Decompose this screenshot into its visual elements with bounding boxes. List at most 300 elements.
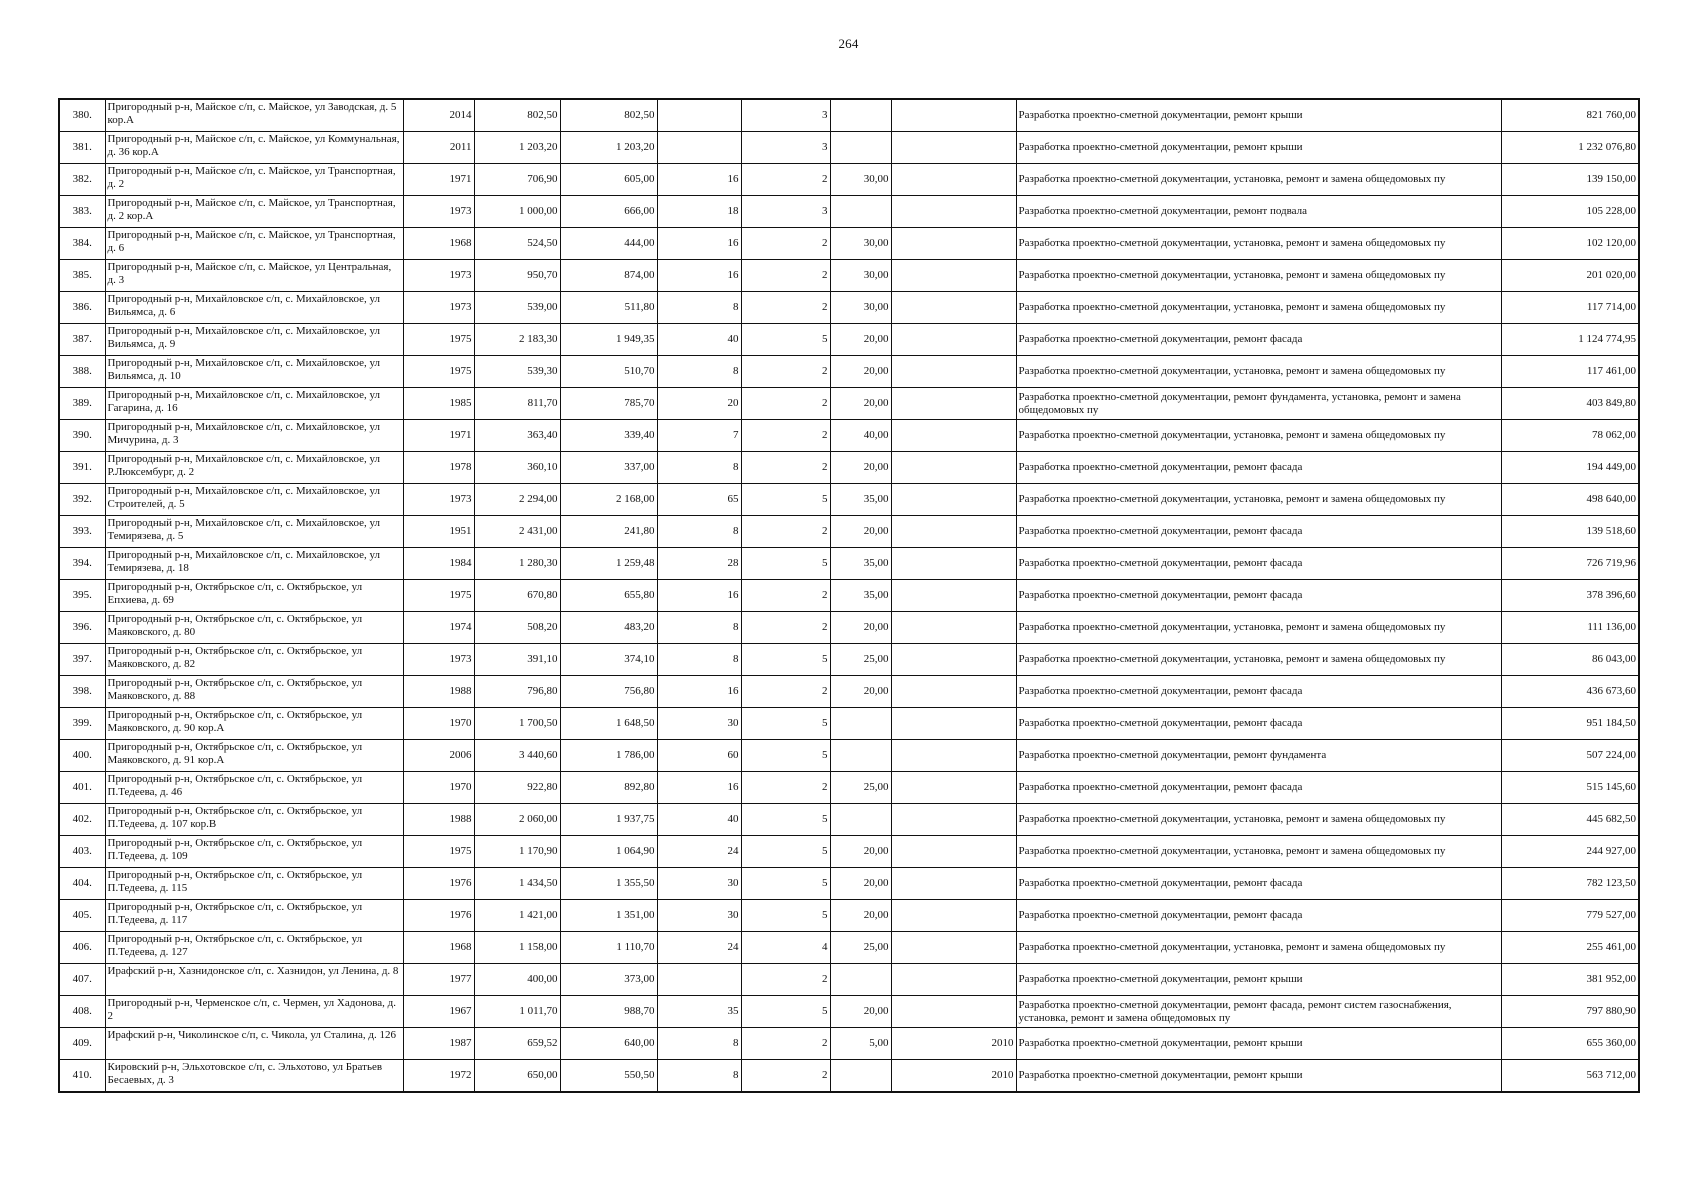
last-repair-year-cell (891, 932, 1016, 964)
cost-cell: 381 952,00 (1501, 964, 1639, 996)
year-built-cell: 1976 (403, 900, 474, 932)
total-area-cell: 3 440,60 (474, 740, 560, 772)
floors-cell: 2 (741, 1060, 830, 1093)
apartments-cell: 8 (657, 644, 741, 676)
table-row (59, 804, 1639, 836)
floors-cell: 5 (741, 740, 830, 772)
apartments-cell: 8 (657, 292, 741, 324)
address-cell: Пригородный р-н, Майское с/п, с. Майское, ул Центральная, д. 3 (105, 260, 403, 292)
year-built-cell: 2011 (403, 132, 474, 164)
total-area-cell: 1 280,30 (474, 548, 560, 580)
living-area-cell: 1 351,00 (560, 900, 657, 932)
living-area-cell: 241,80 (560, 516, 657, 548)
last-repair-year-cell (891, 420, 1016, 452)
year-built-cell: 1970 (403, 708, 474, 740)
apartments-cell: 16 (657, 772, 741, 804)
apartments-cell: 18 (657, 196, 741, 228)
living-area-cell: 1 110,70 (560, 932, 657, 964)
total-area-cell: 2 294,00 (474, 484, 560, 516)
cost-cell: 1 232 076,80 (1501, 132, 1639, 164)
last-repair-year-cell (891, 292, 1016, 324)
wear-percent-cell: 30,00 (830, 292, 891, 324)
living-area-cell: 1 355,50 (560, 868, 657, 900)
year-built-cell: 1988 (403, 804, 474, 836)
apartments-cell: 30 (657, 868, 741, 900)
address-cell: Пригородный р-н, Октябрьское с/п, с. Октябрьское, ул Маяковского, д. 90 кор.А (105, 708, 403, 740)
total-area-cell: 811,70 (474, 388, 560, 420)
floors-cell: 5 (741, 644, 830, 676)
cost-cell: 779 527,00 (1501, 900, 1639, 932)
year-built-cell: 1970 (403, 772, 474, 804)
cost-cell: 445 682,50 (1501, 804, 1639, 836)
row-number-cell: 385. (59, 260, 105, 292)
wear-percent-cell: 25,00 (830, 644, 891, 676)
address-cell: Пригородный р-н, Михайловское с/п, с. Михайловское, ул Вильямса, д. 6 (105, 292, 403, 324)
apartments-cell (657, 99, 741, 132)
total-area-cell: 1 170,90 (474, 836, 560, 868)
total-area-cell: 706,90 (474, 164, 560, 196)
address-cell: Пригородный р-н, Октябрьское с/п, с. Октябрьское, ул Маяковского, д. 88 (105, 676, 403, 708)
total-area-cell: 2 183,30 (474, 324, 560, 356)
repair-program-table (58, 98, 1640, 1093)
cost-cell: 515 145,60 (1501, 772, 1639, 804)
table-row (59, 900, 1639, 932)
work-type-cell: Разработка проектно-сметной документации, ремонт фасада (1016, 324, 1501, 356)
table-row (59, 196, 1639, 228)
address-cell: Пригородный р-н, Михайловское с/п, с. Михайловское, ул Темирязева, д. 5 (105, 516, 403, 548)
address-cell: Пригородный р-н, Октябрьское с/п, с. Октябрьское, ул П.Тедеева, д. 127 (105, 932, 403, 964)
row-number-cell: 382. (59, 164, 105, 196)
apartments-cell: 16 (657, 260, 741, 292)
total-area-cell: 670,80 (474, 580, 560, 612)
last-repair-year-cell (891, 868, 1016, 900)
wear-percent-cell: 20,00 (830, 452, 891, 484)
last-repair-year-cell (891, 900, 1016, 932)
wear-percent-cell: 30,00 (830, 260, 891, 292)
wear-percent-cell: 20,00 (830, 900, 891, 932)
address-cell: Ирафский р-н, Хазнидонское с/п, с. Хазнидон, ул Ленина, д. 8 (105, 964, 403, 996)
wear-percent-cell: 20,00 (830, 388, 891, 420)
wear-percent-cell (830, 708, 891, 740)
floors-cell: 2 (741, 260, 830, 292)
last-repair-year-cell (891, 772, 1016, 804)
wear-percent-cell (830, 132, 891, 164)
cost-cell: 436 673,60 (1501, 676, 1639, 708)
row-number-cell: 384. (59, 228, 105, 260)
address-cell: Кировский р-н, Эльхотовское с/п, с. Эльхотово, ул Братьев Бесаевых, д. 3 (105, 1060, 403, 1093)
total-area-cell: 1 011,70 (474, 996, 560, 1028)
total-area-cell: 508,20 (474, 612, 560, 644)
living-area-cell: 374,10 (560, 644, 657, 676)
year-built-cell: 1973 (403, 484, 474, 516)
year-built-cell: 1975 (403, 580, 474, 612)
year-built-cell: 1967 (403, 996, 474, 1028)
table-row (59, 356, 1639, 388)
floors-cell: 2 (741, 772, 830, 804)
row-number-cell: 383. (59, 196, 105, 228)
wear-percent-cell: 35,00 (830, 484, 891, 516)
cost-cell: 655 360,00 (1501, 1028, 1639, 1060)
apartments-cell: 8 (657, 612, 741, 644)
wear-percent-cell: 35,00 (830, 580, 891, 612)
wear-percent-cell: 25,00 (830, 772, 891, 804)
living-area-cell: 756,80 (560, 676, 657, 708)
floors-cell: 2 (741, 964, 830, 996)
apartments-cell: 65 (657, 484, 741, 516)
total-area-cell: 2 060,00 (474, 804, 560, 836)
total-area-cell: 391,10 (474, 644, 560, 676)
apartments-cell: 8 (657, 356, 741, 388)
table-row (59, 836, 1639, 868)
table-body (59, 99, 1639, 1092)
table-row (59, 996, 1639, 1028)
row-number-cell: 380. (59, 99, 105, 132)
last-repair-year-cell (891, 740, 1016, 772)
wear-percent-cell: 20,00 (830, 516, 891, 548)
living-area-cell: 785,70 (560, 388, 657, 420)
cost-cell: 782 123,50 (1501, 868, 1639, 900)
address-cell: Пригородный р-н, Октябрьское с/п, с. Октябрьское, ул П.Тедеева, д. 117 (105, 900, 403, 932)
row-number-cell: 386. (59, 292, 105, 324)
cost-cell: 117 461,00 (1501, 356, 1639, 388)
page-number: 264 (838, 36, 859, 51)
row-number-cell: 410. (59, 1060, 105, 1093)
apartments-cell: 35 (657, 996, 741, 1028)
row-number-cell: 402. (59, 804, 105, 836)
living-area-cell: 802,50 (560, 99, 657, 132)
floors-cell: 2 (741, 356, 830, 388)
wear-percent-cell: 20,00 (830, 868, 891, 900)
work-type-cell: Разработка проектно-сметной документации, ремонт крыши (1016, 1060, 1501, 1093)
work-type-cell: Разработка проектно-сметной документации, установка, ремонт и замена общедомовых пу (1016, 612, 1501, 644)
work-type-cell: Разработка проектно-сметной документации, установка, ремонт и замена общедомовых пу (1016, 484, 1501, 516)
cost-cell: 378 396,60 (1501, 580, 1639, 612)
apartments-cell: 7 (657, 420, 741, 452)
address-cell: Пригородный р-н, Майское с/п, с. Майское, ул Коммунальная, д. 36 кор.А (105, 132, 403, 164)
total-area-cell: 524,50 (474, 228, 560, 260)
living-area-cell: 511,80 (560, 292, 657, 324)
total-area-cell: 2 431,00 (474, 516, 560, 548)
row-number-cell: 396. (59, 612, 105, 644)
work-type-cell: Разработка проектно-сметной документации, ремонт фасада (1016, 676, 1501, 708)
work-type-cell: Разработка проектно-сметной документации, установка, ремонт и замена общедомовых пу (1016, 644, 1501, 676)
address-cell: Пригородный р-н, Черменское с/п, с. Чермен, ул Хадонова, д. 2 (105, 996, 403, 1028)
living-area-cell: 1 259,48 (560, 548, 657, 580)
last-repair-year-cell (891, 164, 1016, 196)
cost-cell: 797 880,90 (1501, 996, 1639, 1028)
address-cell: Пригородный р-н, Октябрьское с/п, с. Октябрьское, ул Маяковского, д. 91 кор.А (105, 740, 403, 772)
row-number-cell: 387. (59, 324, 105, 356)
table-row (59, 964, 1639, 996)
row-number-cell: 394. (59, 548, 105, 580)
floors-cell: 5 (741, 708, 830, 740)
total-area-cell: 1 700,50 (474, 708, 560, 740)
cost-cell: 139 518,60 (1501, 516, 1639, 548)
work-type-cell: Разработка проектно-сметной документации, ремонт фасада (1016, 516, 1501, 548)
year-built-cell: 1987 (403, 1028, 474, 1060)
table-row (59, 516, 1639, 548)
last-repair-year-cell (891, 132, 1016, 164)
apartments-cell: 28 (657, 548, 741, 580)
row-number-cell: 392. (59, 484, 105, 516)
last-repair-year-cell (891, 388, 1016, 420)
living-area-cell: 550,50 (560, 1060, 657, 1093)
year-built-cell: 1978 (403, 452, 474, 484)
row-number-cell: 401. (59, 772, 105, 804)
work-type-cell: Разработка проектно-сметной документации, ремонт фасада (1016, 548, 1501, 580)
wear-percent-cell: 30,00 (830, 164, 891, 196)
total-area-cell: 1 158,00 (474, 932, 560, 964)
living-area-cell: 337,00 (560, 452, 657, 484)
last-repair-year-cell (891, 804, 1016, 836)
apartments-cell: 30 (657, 900, 741, 932)
apartments-cell: 16 (657, 676, 741, 708)
table-row (59, 388, 1639, 420)
total-area-cell: 360,10 (474, 452, 560, 484)
wear-percent-cell: 20,00 (830, 676, 891, 708)
apartments-cell: 8 (657, 1060, 741, 1093)
work-type-cell: Разработка проектно-сметной документации, установка, ремонт и замена общедомовых пу (1016, 260, 1501, 292)
last-repair-year-cell (891, 356, 1016, 388)
apartments-cell: 40 (657, 324, 741, 356)
apartments-cell (657, 964, 741, 996)
last-repair-year-cell (891, 644, 1016, 676)
work-type-cell: Разработка проектно-сметной документации, установка, ремонт и замена общедомовых пу (1016, 292, 1501, 324)
address-cell: Пригородный р-н, Михайловское с/п, с. Михайловское, ул Вильямса, д. 9 (105, 324, 403, 356)
address-cell: Пригородный р-н, Октябрьское с/п, с. Октябрьское, ул П.Тедеева, д. 107 кор.В (105, 804, 403, 836)
row-number-cell: 388. (59, 356, 105, 388)
work-type-cell: Разработка проектно-сметной документации, ремонт фасада (1016, 708, 1501, 740)
living-area-cell: 373,00 (560, 964, 657, 996)
year-built-cell: 1974 (403, 612, 474, 644)
living-area-cell: 1 786,00 (560, 740, 657, 772)
total-area-cell: 922,80 (474, 772, 560, 804)
address-cell: Пригородный р-н, Октябрьское с/п, с. Октябрьское, ул Епхиева, д. 69 (105, 580, 403, 612)
table-row (59, 99, 1639, 132)
table-row (59, 1060, 1639, 1093)
total-area-cell: 1 421,00 (474, 900, 560, 932)
living-area-cell: 666,00 (560, 196, 657, 228)
address-cell: Пригородный р-н, Михайловское с/п, с. Михайловское, ул Строителей, д. 5 (105, 484, 403, 516)
year-built-cell: 1977 (403, 964, 474, 996)
table-row (59, 484, 1639, 516)
table-row (59, 612, 1639, 644)
year-built-cell: 1975 (403, 324, 474, 356)
living-area-cell: 339,40 (560, 420, 657, 452)
total-area-cell: 796,80 (474, 676, 560, 708)
cost-cell: 201 020,00 (1501, 260, 1639, 292)
last-repair-year-cell (891, 836, 1016, 868)
last-repair-year-cell (891, 548, 1016, 580)
cost-cell: 105 228,00 (1501, 196, 1639, 228)
table-row (59, 644, 1639, 676)
wear-percent-cell (830, 964, 891, 996)
work-type-cell: Разработка проектно-сметной документации, установка, ремонт и замена общедомовых пу (1016, 836, 1501, 868)
cost-cell: 194 449,00 (1501, 452, 1639, 484)
last-repair-year-cell (891, 196, 1016, 228)
work-type-cell: Разработка проектно-сметной документации, ремонт крыши (1016, 964, 1501, 996)
work-type-cell: Разработка проектно-сметной документации, установка, ремонт и замена общедомовых пу (1016, 164, 1501, 196)
floors-cell: 5 (741, 484, 830, 516)
wear-percent-cell: 20,00 (830, 356, 891, 388)
living-area-cell: 2 168,00 (560, 484, 657, 516)
table-row (59, 580, 1639, 612)
year-built-cell: 1973 (403, 260, 474, 292)
address-cell: Пригородный р-н, Майское с/п, с. Майское, ул Транспортная, д. 2 кор.А (105, 196, 403, 228)
wear-percent-cell (830, 740, 891, 772)
last-repair-year-cell (891, 260, 1016, 292)
apartments-cell: 20 (657, 388, 741, 420)
last-repair-year-cell (891, 516, 1016, 548)
floors-cell: 5 (741, 548, 830, 580)
address-cell: Пригородный р-н, Майское с/п, с. Майское, ул Транспортная, д. 2 (105, 164, 403, 196)
cost-cell: 507 224,00 (1501, 740, 1639, 772)
cost-cell: 403 849,80 (1501, 388, 1639, 420)
living-area-cell: 988,70 (560, 996, 657, 1028)
year-built-cell: 1973 (403, 196, 474, 228)
total-area-cell: 659,52 (474, 1028, 560, 1060)
year-built-cell: 1976 (403, 868, 474, 900)
year-built-cell: 1971 (403, 420, 474, 452)
floors-cell: 3 (741, 196, 830, 228)
year-built-cell: 1972 (403, 1060, 474, 1093)
living-area-cell: 1 203,20 (560, 132, 657, 164)
table-row (59, 164, 1639, 196)
living-area-cell: 874,00 (560, 260, 657, 292)
total-area-cell: 802,50 (474, 99, 560, 132)
total-area-cell: 950,70 (474, 260, 560, 292)
work-type-cell: Разработка проектно-сметной документации, ремонт фундамента, установка, ремонт и замена общедомовых пу (1016, 388, 1501, 420)
address-cell: Пригородный р-н, Михайловское с/п, с. Михайловское, ул Вильямса, д. 10 (105, 356, 403, 388)
address-cell: Пригородный р-н, Михайловское с/п, с. Михайловское, ул Мичурина, д. 3 (105, 420, 403, 452)
work-type-cell: Разработка проектно-сметной документации, ремонт фасада (1016, 868, 1501, 900)
work-type-cell: Разработка проектно-сметной документации, ремонт крыши (1016, 99, 1501, 132)
year-built-cell: 1988 (403, 676, 474, 708)
address-cell: Пригородный р-н, Михайловское с/п, с. Михайловское, ул Темирязева, д. 18 (105, 548, 403, 580)
row-number-cell: 389. (59, 388, 105, 420)
total-area-cell: 1 000,00 (474, 196, 560, 228)
cost-cell: 117 714,00 (1501, 292, 1639, 324)
cost-cell: 255 461,00 (1501, 932, 1639, 964)
row-number-cell: 403. (59, 836, 105, 868)
last-repair-year-cell (891, 964, 1016, 996)
work-type-cell: Разработка проектно-сметной документации, установка, ремонт и замена общедомовых пу (1016, 228, 1501, 260)
last-repair-year-cell: 2010 (891, 1028, 1016, 1060)
last-repair-year-cell (891, 99, 1016, 132)
living-area-cell: 444,00 (560, 228, 657, 260)
address-cell: Пригородный р-н, Октябрьское с/п, с. Октябрьское, ул Маяковского, д. 80 (105, 612, 403, 644)
work-type-cell: Разработка проектно-сметной документации, ремонт фасада, ремонт систем газоснабжения, установка, ремонт и замена общедомовых пу (1016, 996, 1501, 1028)
year-built-cell: 1971 (403, 164, 474, 196)
wear-percent-cell: 35,00 (830, 548, 891, 580)
wear-percent-cell: 20,00 (830, 612, 891, 644)
table-row (59, 932, 1639, 964)
year-built-cell: 1984 (403, 548, 474, 580)
apartments-cell: 8 (657, 1028, 741, 1060)
living-area-cell: 892,80 (560, 772, 657, 804)
last-repair-year-cell (891, 676, 1016, 708)
living-area-cell: 640,00 (560, 1028, 657, 1060)
row-number-cell: 390. (59, 420, 105, 452)
row-number-cell: 391. (59, 452, 105, 484)
table-row (59, 868, 1639, 900)
wear-percent-cell (830, 1060, 891, 1093)
year-built-cell: 1951 (403, 516, 474, 548)
address-cell: Пригородный р-н, Михайловское с/п, с. Михайловское, ул Гагарина, д. 16 (105, 388, 403, 420)
total-area-cell: 1 203,20 (474, 132, 560, 164)
floors-cell: 4 (741, 932, 830, 964)
last-repair-year-cell (891, 484, 1016, 516)
cost-cell: 139 150,00 (1501, 164, 1639, 196)
table-row (59, 452, 1639, 484)
living-area-cell: 605,00 (560, 164, 657, 196)
address-cell: Пригородный р-н, Майское с/п, с. Майское, ул Транспортная, д. 6 (105, 228, 403, 260)
year-built-cell: 1968 (403, 932, 474, 964)
floors-cell: 5 (741, 996, 830, 1028)
row-number-cell: 408. (59, 996, 105, 1028)
row-number-cell: 395. (59, 580, 105, 612)
wear-percent-cell: 5,00 (830, 1028, 891, 1060)
apartments-cell: 16 (657, 580, 741, 612)
cost-cell: 1 124 774,95 (1501, 324, 1639, 356)
table-row (59, 132, 1639, 164)
wear-percent-cell: 25,00 (830, 932, 891, 964)
table-row (59, 676, 1639, 708)
cost-cell: 111 136,00 (1501, 612, 1639, 644)
cost-cell: 726 719,96 (1501, 548, 1639, 580)
floors-cell: 5 (741, 804, 830, 836)
address-cell: Пригородный р-н, Майское с/п, с. Майское, ул Заводская, д. 5 кор.А (105, 99, 403, 132)
row-number-cell: 404. (59, 868, 105, 900)
wear-percent-cell: 20,00 (830, 324, 891, 356)
table-row (59, 772, 1639, 804)
work-type-cell: Разработка проектно-сметной документации, установка, ремонт и замена общедомовых пу (1016, 356, 1501, 388)
apartments-cell: 24 (657, 932, 741, 964)
table-row (59, 708, 1639, 740)
floors-cell: 5 (741, 900, 830, 932)
cost-cell: 102 120,00 (1501, 228, 1639, 260)
table-row (59, 548, 1639, 580)
table-row (59, 740, 1639, 772)
table-row (59, 1028, 1639, 1060)
address-cell: Пригородный р-н, Октябрьское с/п, с. Октябрьское, ул П.Тедеева, д. 115 (105, 868, 403, 900)
floors-cell: 3 (741, 132, 830, 164)
table-row (59, 292, 1639, 324)
row-number-cell: 405. (59, 900, 105, 932)
living-area-cell: 483,20 (560, 612, 657, 644)
floors-cell: 2 (741, 676, 830, 708)
row-number-cell: 407. (59, 964, 105, 996)
total-area-cell: 539,30 (474, 356, 560, 388)
work-type-cell: Разработка проектно-сметной документации, ремонт подвала (1016, 196, 1501, 228)
cost-cell: 86 043,00 (1501, 644, 1639, 676)
total-area-cell: 363,40 (474, 420, 560, 452)
row-number-cell: 381. (59, 132, 105, 164)
living-area-cell: 1 949,35 (560, 324, 657, 356)
address-cell: Пригородный р-н, Октябрьское с/п, с. Октябрьское, ул П.Тедеева, д. 46 (105, 772, 403, 804)
last-repair-year-cell (891, 996, 1016, 1028)
wear-percent-cell (830, 99, 891, 132)
wear-percent-cell: 20,00 (830, 836, 891, 868)
floors-cell: 2 (741, 452, 830, 484)
wear-percent-cell: 30,00 (830, 228, 891, 260)
cost-cell: 951 184,50 (1501, 708, 1639, 740)
year-built-cell: 2014 (403, 99, 474, 132)
work-type-cell: Разработка проектно-сметной документации, установка, ремонт и замена общедомовых пу (1016, 804, 1501, 836)
floors-cell: 5 (741, 836, 830, 868)
living-area-cell: 1 937,75 (560, 804, 657, 836)
work-type-cell: Разработка проектно-сметной документации, ремонт крыши (1016, 1028, 1501, 1060)
